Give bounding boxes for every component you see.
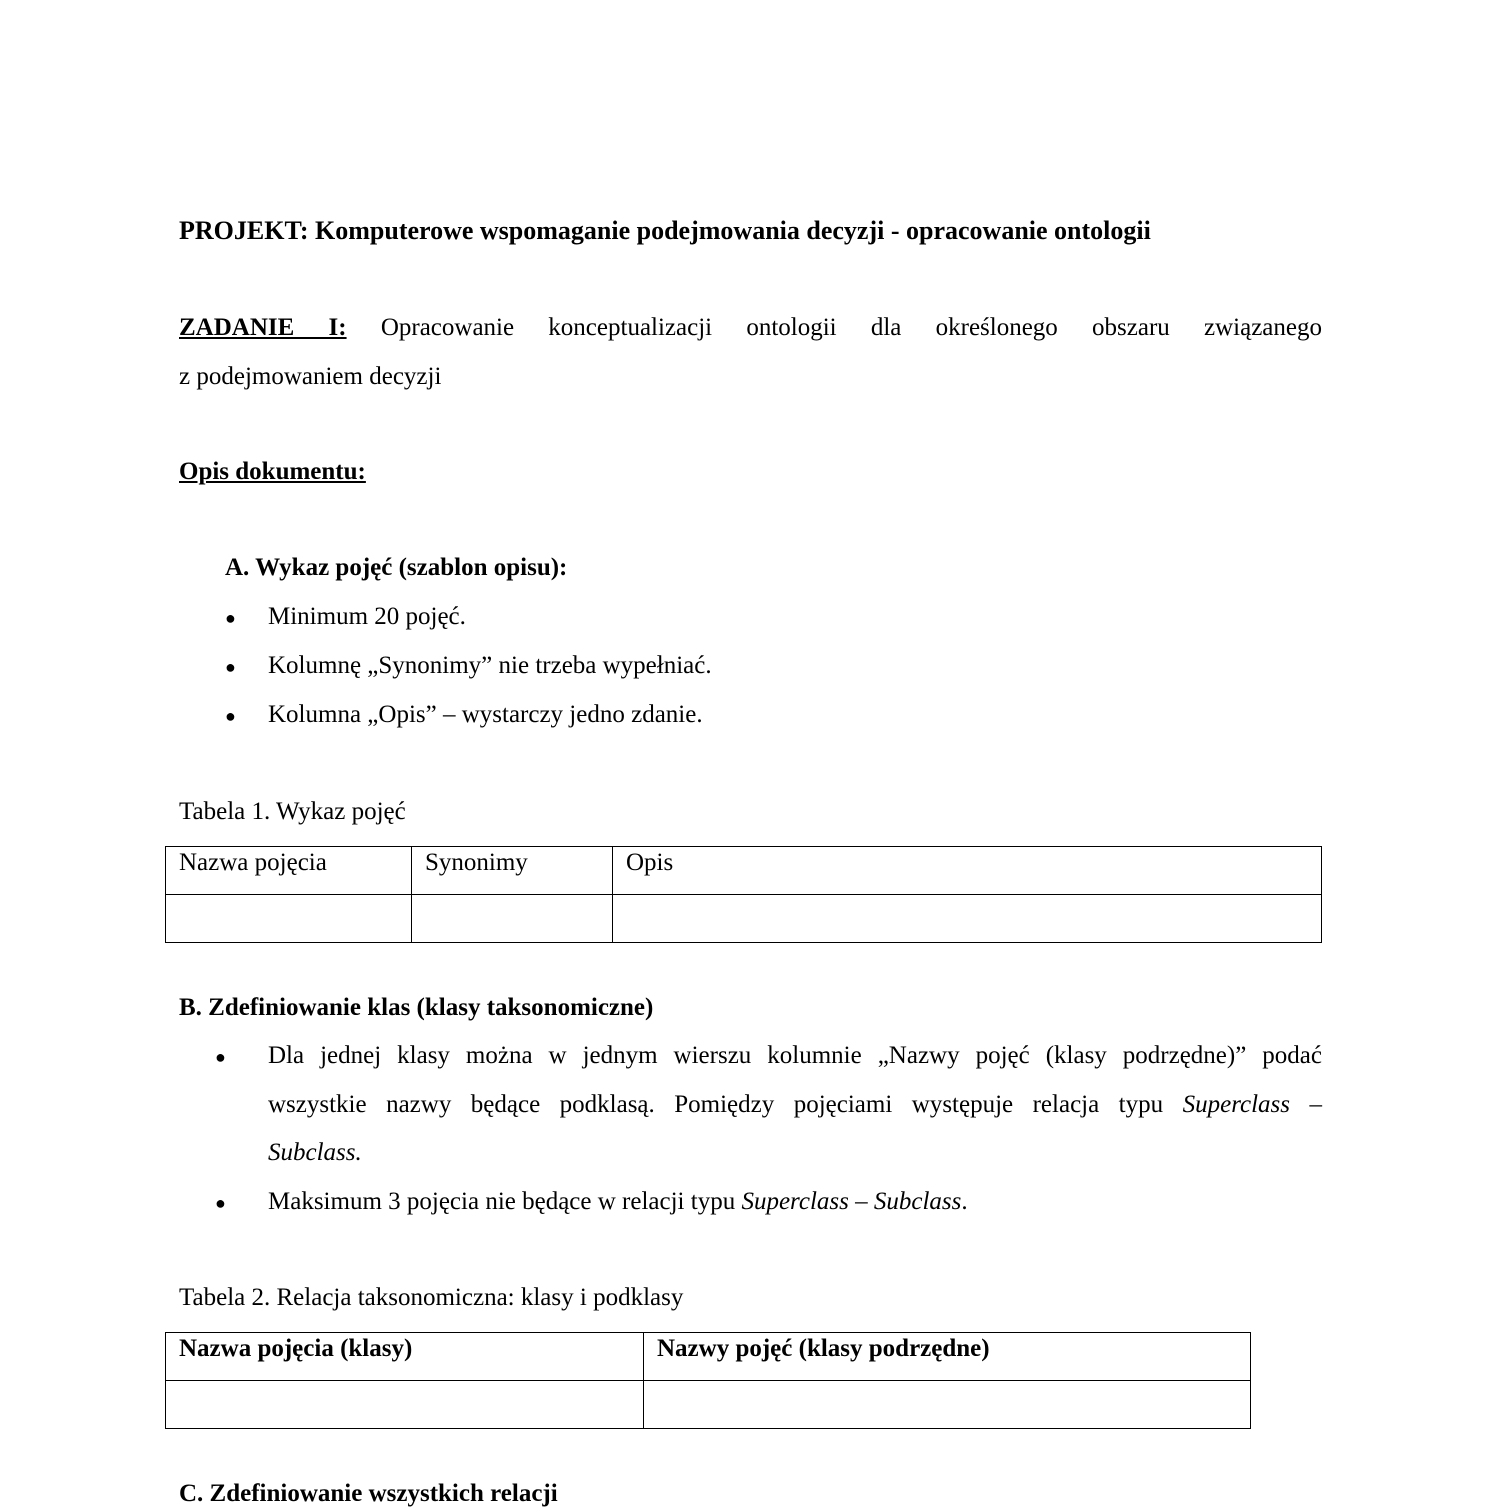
list-item (268, 1188, 968, 1216)
table-row (166, 895, 1322, 943)
text: Maksimum 3 pojęcia nie będące w relacji typu (268, 1188, 742, 1215)
task-line-1 (179, 314, 1322, 342)
description-heading: Opis dokumentu: (179, 458, 366, 485)
table-row (166, 1381, 1251, 1429)
list-item-continuation: Subclass. (268, 1139, 362, 1166)
section-a-heading: A. Wykaz pojęć (szablon opisu): (225, 554, 568, 581)
list-item: Minimum 20 pojęć. (268, 603, 466, 630)
section-b-heading: B. Zdefiniowanie klas (klasy taksonomiczne) (179, 994, 654, 1021)
table-header: Opis (613, 847, 1322, 895)
task-text: Opracowanie konceptualizacji ontologii dla określonego obszaru związanego (380, 314, 1322, 341)
task-label: ZADANIE I: (179, 314, 347, 341)
table-cell[interactable] (412, 895, 613, 943)
text: wszystkie nazwy będące podklasą. Pomiędzy pojęciami występuje relacja typu (268, 1091, 1183, 1118)
text: . (961, 1188, 968, 1215)
table-row (166, 847, 1322, 895)
table-cell[interactable] (166, 1381, 644, 1429)
table-1-caption: Tabela 1. Wykaz pojęć (179, 798, 406, 825)
table-header: Nazwa pojęcia (166, 847, 412, 895)
table-1 (165, 846, 1322, 943)
table-2 (165, 1332, 1251, 1429)
table-header: Nazwa pojęcia (klasy) (166, 1333, 644, 1381)
text-italic: Superclass – Subclass (741, 1188, 962, 1215)
bullet-icon: ● (225, 657, 236, 677)
table-row (166, 1333, 1251, 1381)
bullet-icon: ● (215, 1193, 226, 1213)
bullet-icon: ● (215, 1047, 226, 1067)
table-cell[interactable] (166, 895, 412, 943)
list-item: Dla jednej klasy można w jednym wierszu kolumnie „Nazwy pojęć (klasy podrzędne)” podać (268, 1042, 1322, 1069)
table-cell[interactable] (644, 1381, 1251, 1429)
section-c-heading: C. Zdefiniowanie wszystkich relacji (179, 1480, 558, 1507)
table-2-caption: Tabela 2. Relacja taksonomiczna: klasy i podklasy (179, 1284, 684, 1311)
list-item-continuation (268, 1091, 1322, 1119)
bullet-icon: ● (225, 706, 236, 726)
table-header: Synonimy (412, 847, 613, 895)
list-item: Kolumna „Opis” – wystarczy jedno zdanie. (268, 701, 703, 728)
text-italic: Superclass – (1182, 1091, 1322, 1118)
task-line-2: z podejmowaniem decyzji (179, 363, 442, 390)
list-item: Kolumnę „Synonimy” nie trzeba wypełniać. (268, 652, 712, 679)
table-cell[interactable] (613, 895, 1322, 943)
page-title: PROJEKT: Komputerowe wspomaganie podejmowania decyzji - opracowanie ontologii (179, 216, 1151, 245)
bullet-icon: ● (225, 608, 236, 628)
table-header: Nazwy pojęć (klasy podrzędne) (644, 1333, 1251, 1381)
